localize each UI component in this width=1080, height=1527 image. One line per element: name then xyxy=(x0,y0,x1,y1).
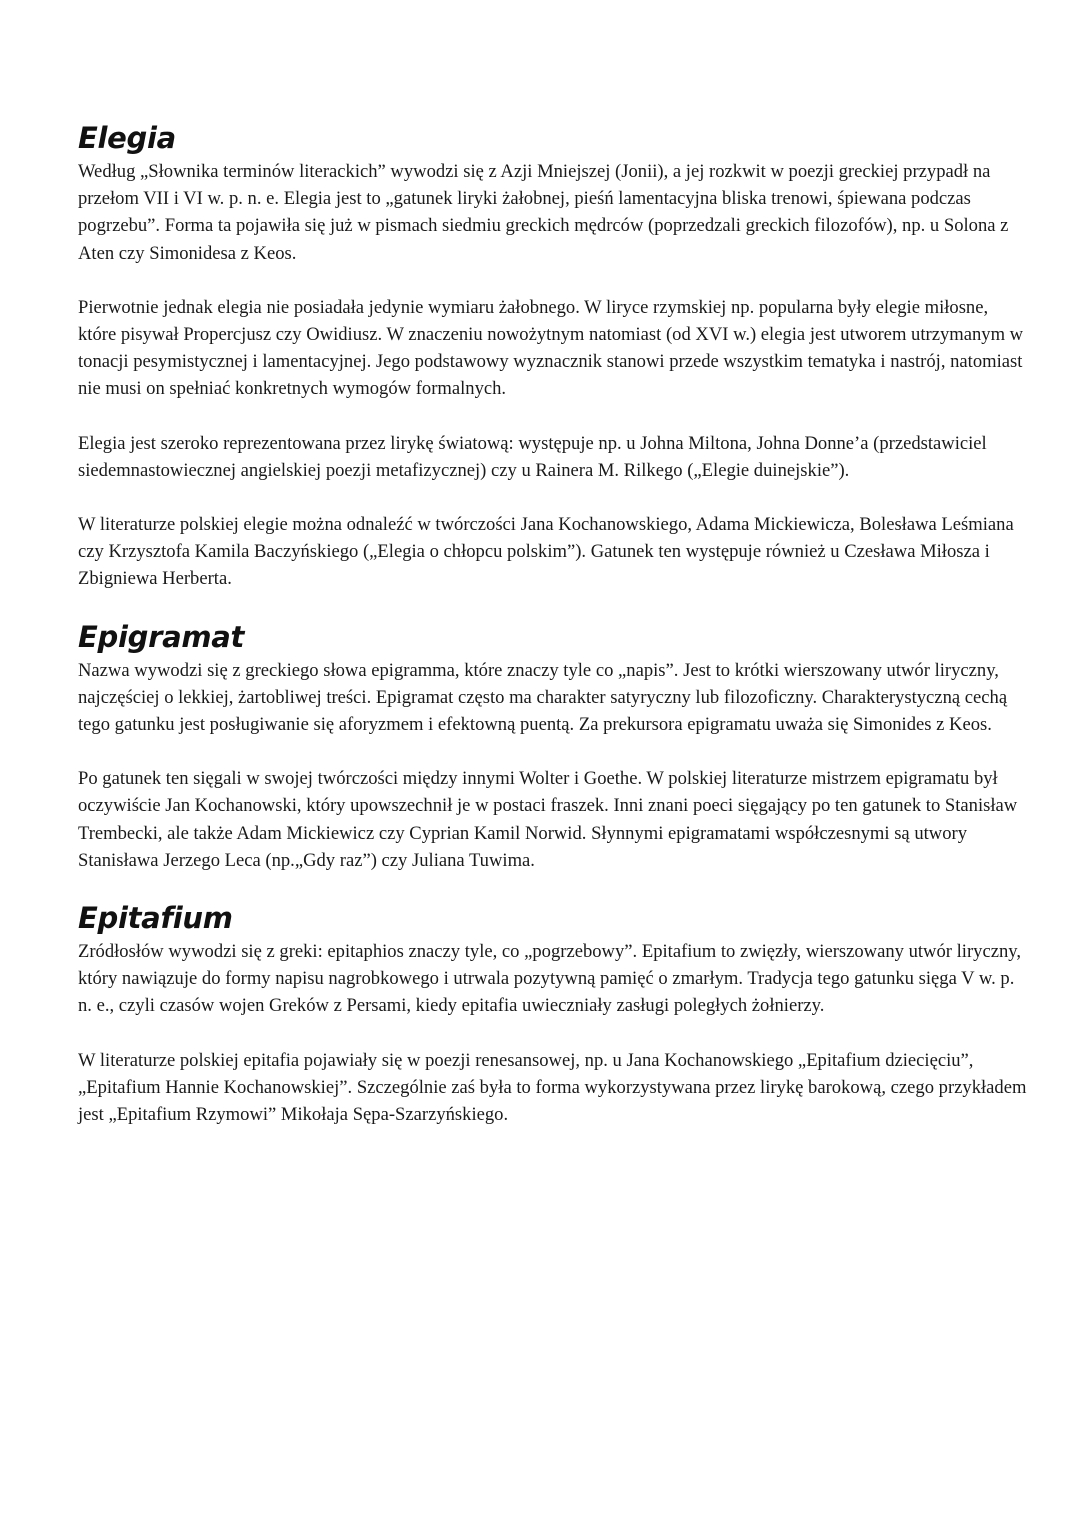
paragraph: Pierwotnie jednak elegia nie posiadała jedynie wymiaru żałobnego. W liryce rzymskiej np. popularna były elegie miłosne, które pisywał Propercjusz czy Owidiusz. W znaczeniu nowożytnym natomiast (od XVI w.) elegia jest utworem utrzymanym w tonacji pesymistycznej i lamentacyjnej. Jego podstawowy wyznacznik stanowi przede wszystkim tematyka i nastrój, natomiast nie musi on spełniać konkretnych wymogów formalnych. xyxy=(78,296,1024,400)
paragraph: Nazwa wywodzi się z greckiego słowa epigramma, które znaczy tyle co „napis”. Jest to krótki wierszowany utwór liryczny, najczęściej o lekkiej, żartobliwej treści. Epigramat często ma charakter satyryczny lub filozoficzny. Charakterystyczną cechą tego gatunku jest posługiwanie się aforyzmem i efektowną puentą. Za prekursora epigramatu uważa się Simonides z Keos. xyxy=(78,659,1008,736)
section-epigramat xyxy=(78,617,1028,874)
paragraph: Według „Słownika terminów literackich” wywodzi się z Azji Mniejszej (Jonii), a jej rozkwit w poezji greckiej przypadł na przełom VII i VI w. p. n. e. Elegia jest to „gatunek liryki żałobnej, pieśń lamentacyjna bliska trenowi, śpiewana podczas pogrzebu”. Forma ta pojawiła się już w pismach siedmiu greckich mędrców (poprzedzali greckich filozofów), np. u Solona z Aten czy Simonidesa z Keos. xyxy=(78,161,1009,264)
section-epitafium xyxy=(78,898,1028,1128)
paragraph: W literaturze polskiej epitafia pojawiały się w poezji renesansowej, np. u Jana Kochanowskiego „Epitafium dziecięciu”, „Epitafium Hannie Kochanowskiej”. Szczególnie zaś była to forma wykorzystywana przez lirykę barokową, czego przykładem jest „Epitafium Rzymowi” Mikołaja Sępa-Szarzyńskiego. xyxy=(78,1049,1027,1126)
section-heading: Epigramat xyxy=(78,619,245,654)
paragraph: Zródłosłów wywodzi się z greki: epitaphios znaczy tyle, co „pogrzebowy”. Epitafium to zwięzły, wierszowany utwór liryczny, który nawiązuje do formy napisu nagrobkowego i utrwala pozytywną pamięć o zmarłym. Tradycja tego gatunku sięga V w. p. n. e., czyli czasów wojen Greków z Persami, kiedy epitafia uwieczniały zasługi poległych żołnierzy. xyxy=(78,941,1021,1017)
document-content xyxy=(78,118,1028,1128)
paragraph: W literaturze polskiej elegie można odnaleźć w twórczości Jana Kochanowskiego, Adama Mickiewicza, Bolesława Leśmiana czy Krzysztofa Kamila Baczyńskiego („Elegia o chłopcu polskim”). Gatunek ten występuje również u Czesława Miłosza i Zbigniewa Herberta. xyxy=(78,514,1014,590)
paragraph: Elegia jest szeroko reprezentowana przez lirykę światową: występuje np. u Johna Miltona, Johna Donne’a (przedstawiciel siedemnastowiecznej angielskiej poezji metafizycznej) czy u Rainera M. Rilkego („Elegie duinejskie”). xyxy=(78,432,987,481)
section-heading: Elegia xyxy=(78,121,176,155)
section-elegia xyxy=(78,118,1028,593)
section-heading: Epitafium xyxy=(78,901,233,936)
paragraph: Po gatunek ten sięgali w swojej twórczości między innymi Wolter i Goethe. W polskiej literaturze mistrzem epigramatu był oczywiście Jan Kochanowski, który upowszechnił je w postaci fraszek. Inni znani poeci sięgający po ten gatunek to Stanisław Trembecki, ale także Adam Mickiewicz czy Cyprian Kamil Norwid. Słynnymi epigramatami współczesnymi są utwory Stanisława Jerzego Leca (np.„Gdy raz”) czy Juliana Tuwima. xyxy=(78,768,1018,871)
